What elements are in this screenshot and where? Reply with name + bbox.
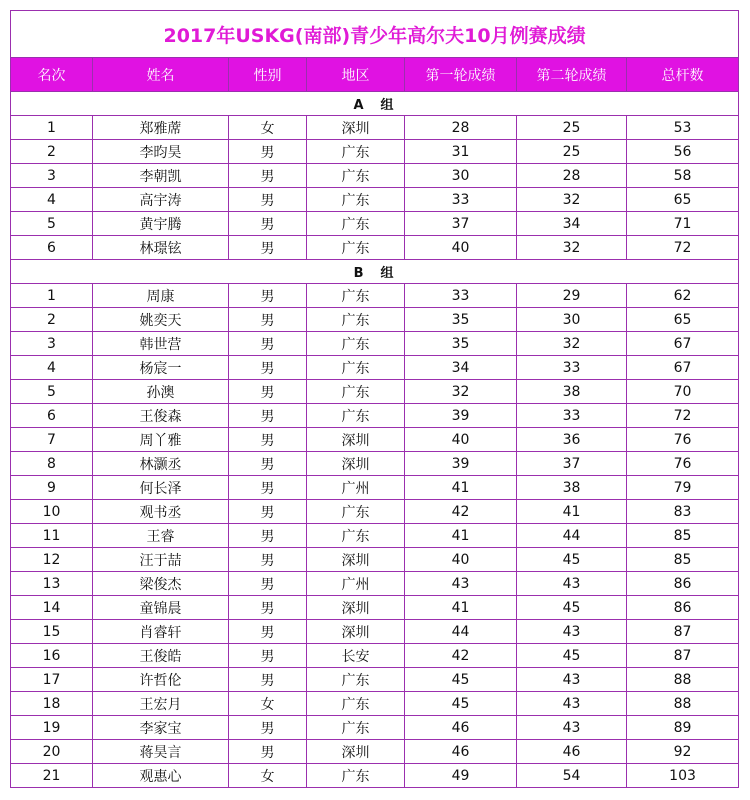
- region-cell: 广东: [307, 380, 405, 404]
- name-cell: 周丫雅: [93, 428, 229, 452]
- rank-cell: 8: [11, 452, 93, 476]
- gender-cell: 男: [229, 356, 307, 380]
- round1-cell: 42: [405, 500, 517, 524]
- table-row: [11, 116, 739, 140]
- region-cell: 广东: [307, 332, 405, 356]
- name-cell: 李昀昊: [93, 140, 229, 164]
- name-cell: 李朝凯: [93, 164, 229, 188]
- round1-cell: 41: [405, 524, 517, 548]
- gender-cell: 男: [229, 740, 307, 764]
- round1-cell: 33: [405, 284, 517, 308]
- table-row: [11, 212, 739, 236]
- round1-cell: 41: [405, 476, 517, 500]
- col-header-rank: 名次: [11, 58, 93, 92]
- rank-cell: 17: [11, 668, 93, 692]
- region-cell: 深圳: [307, 452, 405, 476]
- col-header-name: 姓名: [93, 58, 229, 92]
- name-cell: 梁俊杰: [93, 572, 229, 596]
- gender-cell: 男: [229, 164, 307, 188]
- sheet-title: 2017年USKG(南部)青少年高尔夫10月例赛成绩: [11, 11, 739, 58]
- total-cell: 86: [627, 572, 739, 596]
- name-cell: 韩世营: [93, 332, 229, 356]
- rank-cell: 15: [11, 620, 93, 644]
- round1-cell: 44: [405, 620, 517, 644]
- round2-cell: 37: [517, 452, 627, 476]
- total-cell: 72: [627, 236, 739, 260]
- total-cell: 85: [627, 524, 739, 548]
- round2-cell: 32: [517, 236, 627, 260]
- region-cell: 广东: [307, 764, 405, 788]
- rank-cell: 20: [11, 740, 93, 764]
- total-cell: 76: [627, 428, 739, 452]
- rank-cell: 5: [11, 380, 93, 404]
- round1-cell: 35: [405, 332, 517, 356]
- gender-cell: 男: [229, 548, 307, 572]
- header-row: [11, 58, 739, 92]
- total-cell: 88: [627, 668, 739, 692]
- table-row: [11, 668, 739, 692]
- total-cell: 85: [627, 548, 739, 572]
- gender-cell: 男: [229, 644, 307, 668]
- round1-cell: 30: [405, 164, 517, 188]
- round1-cell: 45: [405, 668, 517, 692]
- name-cell: 孙澳: [93, 380, 229, 404]
- region-cell: 深圳: [307, 548, 405, 572]
- round1-cell: 39: [405, 404, 517, 428]
- round2-cell: 28: [517, 164, 627, 188]
- gender-cell: 男: [229, 476, 307, 500]
- rank-cell: 9: [11, 476, 93, 500]
- region-cell: 广东: [307, 284, 405, 308]
- gender-cell: 男: [229, 716, 307, 740]
- region-cell: 广东: [307, 668, 405, 692]
- gender-cell: 男: [229, 596, 307, 620]
- table-row: [11, 452, 739, 476]
- name-cell: 郑雅蓆: [93, 116, 229, 140]
- region-cell: 广东: [307, 356, 405, 380]
- region-cell: 广东: [307, 164, 405, 188]
- round1-cell: 28: [405, 116, 517, 140]
- region-cell: 深圳: [307, 596, 405, 620]
- table-row: [11, 404, 739, 428]
- group-row: [11, 92, 739, 116]
- region-cell: 广东: [307, 404, 405, 428]
- round2-cell: 54: [517, 764, 627, 788]
- round2-cell: 38: [517, 380, 627, 404]
- table-row: [11, 740, 739, 764]
- round1-cell: 32: [405, 380, 517, 404]
- table-row: [11, 476, 739, 500]
- table-row: [11, 572, 739, 596]
- round1-cell: 46: [405, 716, 517, 740]
- round2-cell: 41: [517, 500, 627, 524]
- gender-cell: 女: [229, 116, 307, 140]
- gender-cell: 男: [229, 404, 307, 428]
- round2-cell: 30: [517, 308, 627, 332]
- round2-cell: 46: [517, 740, 627, 764]
- region-cell: 广东: [307, 236, 405, 260]
- total-cell: 89: [627, 716, 739, 740]
- round1-cell: 35: [405, 308, 517, 332]
- gender-cell: 女: [229, 692, 307, 716]
- table-row: [11, 644, 739, 668]
- gender-cell: 男: [229, 572, 307, 596]
- gender-cell: 男: [229, 524, 307, 548]
- region-cell: 广东: [307, 524, 405, 548]
- region-cell: 广东: [307, 500, 405, 524]
- gender-cell: 男: [229, 380, 307, 404]
- title-row: [11, 11, 739, 58]
- group-row: [11, 260, 739, 284]
- total-cell: 76: [627, 452, 739, 476]
- total-cell: 65: [627, 308, 739, 332]
- name-cell: 李家宝: [93, 716, 229, 740]
- region-cell: 广东: [307, 716, 405, 740]
- total-cell: 58: [627, 164, 739, 188]
- rank-cell: 3: [11, 332, 93, 356]
- round1-cell: 40: [405, 236, 517, 260]
- col-header-round1: 第一轮成绩: [405, 58, 517, 92]
- round1-cell: 45: [405, 692, 517, 716]
- name-cell: 观书丞: [93, 500, 229, 524]
- rank-cell: 16: [11, 644, 93, 668]
- table-row: [11, 548, 739, 572]
- gender-cell: 男: [229, 212, 307, 236]
- region-cell: 深圳: [307, 740, 405, 764]
- round2-cell: 43: [517, 716, 627, 740]
- total-cell: 65: [627, 188, 739, 212]
- rank-cell: 1: [11, 284, 93, 308]
- rank-cell: 1: [11, 116, 93, 140]
- round2-cell: 36: [517, 428, 627, 452]
- gender-cell: 男: [229, 620, 307, 644]
- gender-cell: 男: [229, 140, 307, 164]
- rank-cell: 10: [11, 500, 93, 524]
- round2-cell: 32: [517, 188, 627, 212]
- round2-cell: 43: [517, 692, 627, 716]
- gender-cell: 男: [229, 452, 307, 476]
- round2-cell: 45: [517, 548, 627, 572]
- round1-cell: 42: [405, 644, 517, 668]
- round1-cell: 41: [405, 596, 517, 620]
- region-cell: 长安: [307, 644, 405, 668]
- col-header-gender: 性别: [229, 58, 307, 92]
- table-row: [11, 764, 739, 788]
- table-row: [11, 284, 739, 308]
- region-cell: 广东: [307, 692, 405, 716]
- total-cell: 79: [627, 476, 739, 500]
- rank-cell: 2: [11, 308, 93, 332]
- table-row: [11, 140, 739, 164]
- total-cell: 71: [627, 212, 739, 236]
- name-cell: 观惠心: [93, 764, 229, 788]
- round1-cell: 33: [405, 188, 517, 212]
- rank-cell: 19: [11, 716, 93, 740]
- total-cell: 87: [627, 644, 739, 668]
- gender-cell: 男: [229, 236, 307, 260]
- table-row: [11, 236, 739, 260]
- name-cell: 肖睿轩: [93, 620, 229, 644]
- round2-cell: 33: [517, 356, 627, 380]
- round1-cell: 43: [405, 572, 517, 596]
- total-cell: 62: [627, 284, 739, 308]
- region-cell: 广州: [307, 476, 405, 500]
- round1-cell: 37: [405, 212, 517, 236]
- table-row: [11, 428, 739, 452]
- rank-cell: 13: [11, 572, 93, 596]
- table-row: [11, 356, 739, 380]
- round1-cell: 40: [405, 548, 517, 572]
- round2-cell: 29: [517, 284, 627, 308]
- region-cell: 广东: [307, 212, 405, 236]
- col-header-region: 地区: [307, 58, 405, 92]
- name-cell: 王宏月: [93, 692, 229, 716]
- name-cell: 许哲伦: [93, 668, 229, 692]
- name-cell: 杨宸一: [93, 356, 229, 380]
- rank-cell: 6: [11, 404, 93, 428]
- round2-cell: 38: [517, 476, 627, 500]
- total-cell: 88: [627, 692, 739, 716]
- name-cell: 王俊森: [93, 404, 229, 428]
- total-cell: 103: [627, 764, 739, 788]
- table-row: [11, 188, 739, 212]
- round1-cell: 49: [405, 764, 517, 788]
- rank-cell: 21: [11, 764, 93, 788]
- total-cell: 67: [627, 332, 739, 356]
- name-cell: 王睿: [93, 524, 229, 548]
- gender-cell: 女: [229, 764, 307, 788]
- total-cell: 72: [627, 404, 739, 428]
- name-cell: 黄宇腾: [93, 212, 229, 236]
- name-cell: 高宇涛: [93, 188, 229, 212]
- table-row: [11, 692, 739, 716]
- gender-cell: 男: [229, 428, 307, 452]
- round2-cell: 44: [517, 524, 627, 548]
- table-row: [11, 596, 739, 620]
- region-cell: 广东: [307, 188, 405, 212]
- table-row: [11, 716, 739, 740]
- rank-cell: 14: [11, 596, 93, 620]
- name-cell: 姚奕天: [93, 308, 229, 332]
- table-row: [11, 524, 739, 548]
- rank-cell: 11: [11, 524, 93, 548]
- table-row: [11, 332, 739, 356]
- rank-cell: 5: [11, 212, 93, 236]
- name-cell: 林璟铉: [93, 236, 229, 260]
- round1-cell: 40: [405, 428, 517, 452]
- name-cell: 蒋昊言: [93, 740, 229, 764]
- total-cell: 70: [627, 380, 739, 404]
- gender-cell: 男: [229, 188, 307, 212]
- name-cell: 汪于喆: [93, 548, 229, 572]
- results-table: [10, 10, 739, 788]
- round2-cell: 43: [517, 668, 627, 692]
- rank-cell: 2: [11, 140, 93, 164]
- table-row: [11, 380, 739, 404]
- gender-cell: 男: [229, 284, 307, 308]
- rank-cell: 4: [11, 188, 93, 212]
- round1-cell: 34: [405, 356, 517, 380]
- gender-cell: 男: [229, 668, 307, 692]
- name-cell: 何长泽: [93, 476, 229, 500]
- region-cell: 广东: [307, 308, 405, 332]
- region-cell: 广东: [307, 140, 405, 164]
- round2-cell: 45: [517, 596, 627, 620]
- round2-cell: 32: [517, 332, 627, 356]
- name-cell: 周康: [93, 284, 229, 308]
- total-cell: 87: [627, 620, 739, 644]
- total-cell: 53: [627, 116, 739, 140]
- rank-cell: 4: [11, 356, 93, 380]
- gender-cell: 男: [229, 332, 307, 356]
- gender-cell: 男: [229, 500, 307, 524]
- total-cell: 67: [627, 356, 739, 380]
- rank-cell: 18: [11, 692, 93, 716]
- group-label: B 组: [11, 260, 739, 284]
- region-cell: 深圳: [307, 620, 405, 644]
- col-header-round2: 第二轮成绩: [517, 58, 627, 92]
- name-cell: 王俊皓: [93, 644, 229, 668]
- round2-cell: 43: [517, 572, 627, 596]
- results-sheet: [10, 10, 738, 788]
- rank-cell: 12: [11, 548, 93, 572]
- table-row: [11, 308, 739, 332]
- table-row: [11, 500, 739, 524]
- round2-cell: 25: [517, 116, 627, 140]
- round2-cell: 45: [517, 644, 627, 668]
- region-cell: 深圳: [307, 116, 405, 140]
- round2-cell: 33: [517, 404, 627, 428]
- total-cell: 83: [627, 500, 739, 524]
- rank-cell: 6: [11, 236, 93, 260]
- name-cell: 童锦晨: [93, 596, 229, 620]
- round1-cell: 46: [405, 740, 517, 764]
- region-cell: 广州: [307, 572, 405, 596]
- round1-cell: 39: [405, 452, 517, 476]
- rank-cell: 3: [11, 164, 93, 188]
- table-row: [11, 164, 739, 188]
- total-cell: 56: [627, 140, 739, 164]
- gender-cell: 男: [229, 308, 307, 332]
- rank-cell: 7: [11, 428, 93, 452]
- total-cell: 92: [627, 740, 739, 764]
- region-cell: 深圳: [307, 428, 405, 452]
- group-label: A 组: [11, 92, 739, 116]
- col-header-total: 总杆数: [627, 58, 739, 92]
- total-cell: 86: [627, 596, 739, 620]
- name-cell: 林灏丞: [93, 452, 229, 476]
- round2-cell: 34: [517, 212, 627, 236]
- round1-cell: 31: [405, 140, 517, 164]
- round2-cell: 25: [517, 140, 627, 164]
- table-row: [11, 620, 739, 644]
- round2-cell: 43: [517, 620, 627, 644]
